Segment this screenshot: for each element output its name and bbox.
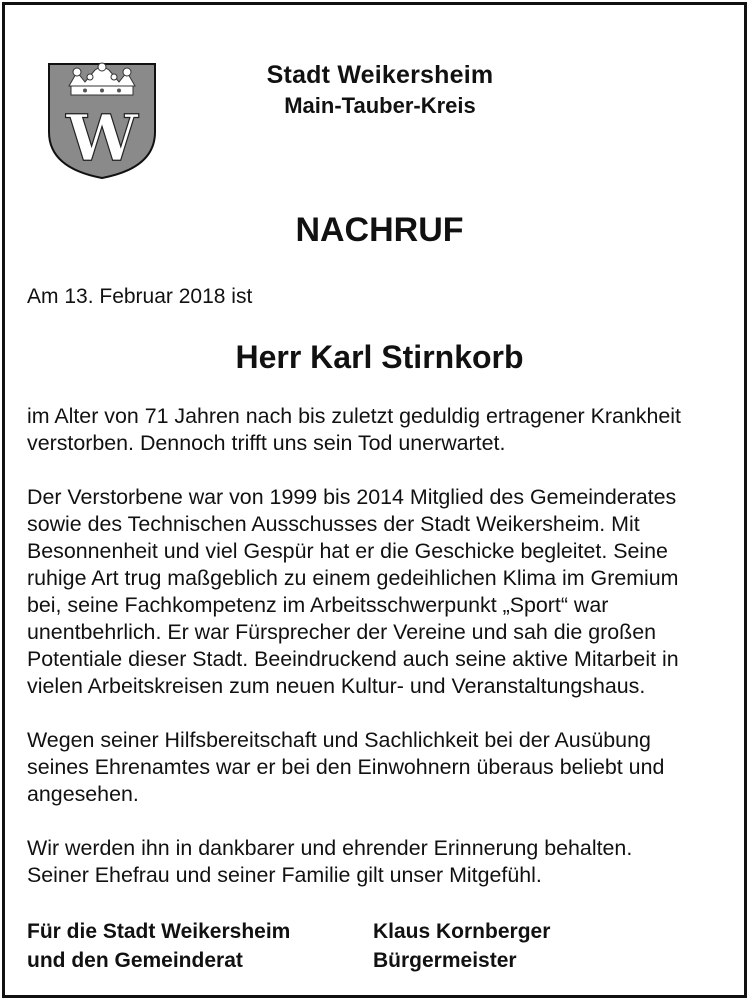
municipality-header xyxy=(200,59,560,121)
paragraph-2: Der Verstorbene war von 1999 bis 2014 Mitglied des Gemeinderates sowie des Technischen Ausschusses der Stadt Weikersheim. Mit Besonnenheit und viel Gespür hat er die Geschicke begleitet. Seine ruhige Art trug maßgeblich zu einem gedeihlichen Klima im Gremium bei, seine Fachkompetenz im Arbeitsschwerpunkt „Sport“ war unentbehrlich. Er war Fürsprecher der Vereine und sah die großen Potentiale dieser Stadt. Beeindruckend auch seine aktive Mitarbeit in vielen Arbeitskreisen zum neuen Kultur- und Veranstaltungshaus. xyxy=(27,485,679,698)
signature-mayor: Klaus Kornberger Bürgermeister xyxy=(373,920,551,972)
paragraph-4: Wir werden ihn in dankbarer und ehrender Erinnerung behalten. Seiner Ehefrau und seiner Familie gilt unser Mitgefühl. xyxy=(27,836,633,887)
city-name: Stadt Weikersheim xyxy=(266,61,494,89)
obituary-notice xyxy=(2,2,747,998)
notice-title: NACHRUF xyxy=(295,211,464,249)
intro-line: Am 13. Februar 2018 ist xyxy=(27,285,253,308)
deceased-name: Herr Karl Stirnkorb xyxy=(235,339,524,375)
coat-of-arms-icon xyxy=(45,62,159,180)
signature-organization: Für die Stadt Weikersheim und den Gemeinderat xyxy=(27,920,291,972)
paragraph-3: Wegen seiner Hilfsbereitschaft und Sachlichkeit bei der Ausübung seines Ehrenamtes war er bei den Einwohnern überaus beliebt und angesehen. xyxy=(27,728,665,806)
paragraph-1: im Alter von 71 Jahren nach bis zuletzt geduldig ertragener Krankheit verstorben. Dennoch trifft uns sein Tod unerwartet. xyxy=(27,404,681,455)
district-name: Main-Tauber-Kreis xyxy=(284,93,476,118)
crest-letter: W xyxy=(66,101,138,176)
